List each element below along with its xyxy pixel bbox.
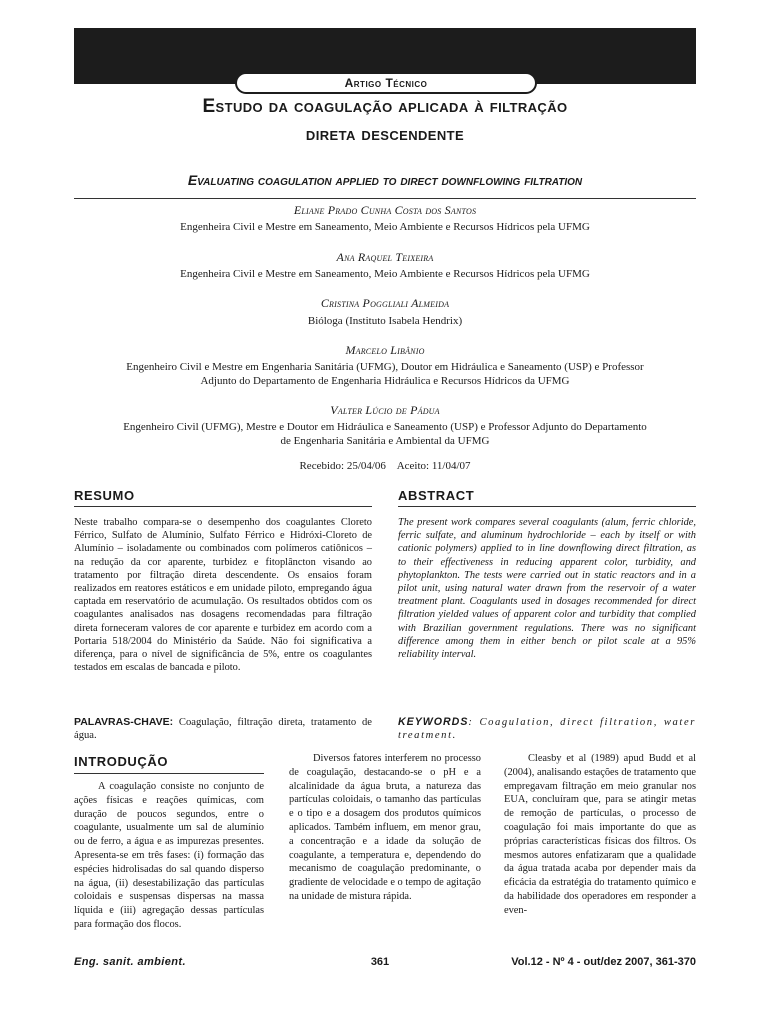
section-label: Artigo Técnico: [235, 72, 537, 94]
author-affiliation: Engenheira Civil e Mestre em Saneamento, Meio Ambiente e Recursos Hídricos pela UFMG: [180, 268, 590, 280]
author-name: Eliane Prado Cunha Costa dos Santos: [293, 203, 477, 217]
author-affiliation: Engenheiro Civil e Mestre em Engenharia Sanitária (UFMG), Doutor em Hidráulica e Saneamento (USP) e Professor: [126, 361, 644, 373]
resumo-rule: [74, 506, 372, 507]
keywords-text: : Coagulation, direct filtration, water treatment.: [398, 717, 696, 741]
accepted-date: Aceito: 11/04/07: [396, 460, 471, 472]
author-affiliation: Adjunto do Departamento de Engenharia Hidráulica e Recursos Hídricos da UFMG: [200, 375, 570, 387]
introducao-heading: INTRODUÇÃO: [74, 754, 169, 769]
palavras-chave: [74, 716, 372, 742]
dates: [74, 460, 696, 472]
abstract-rule: [398, 506, 696, 507]
resumo-heading: RESUMO: [74, 488, 135, 503]
author-name: Ana Raquel Teixeira: [336, 250, 434, 264]
keywords-label: KEYWORDS: [398, 716, 469, 728]
introducao-col3: Cleasby et al (1989) apud Budd et al (2004), analisando estações de tratamento que empregavam filtração em meio granular nos EUA, concluíram que, para se atingir metas de remoção de partículas, o processo de coagulação foi mais importante do que as próprias características físicas dos filtros. Os mesmos autores enfatizaram que a qualidade da água tratada acaba por depender mais da eficácia da estratégia do tratamento químico e da habilidade dos operadores em responder a even-: [504, 753, 696, 916]
introducao-col1: A coagulação consiste no conjunto de ações físicas e reações químicas, com duração de poucos segundos, entre o coagulante, usualmente um sal de alumínio ou de ferro, a água e as impurezas presentes. Apresenta-se em três fases: (i) formação das espécies hidrolisadas do sal quando disperso na água, (ii) desestabilização das partículas coloidais e suspensas dispersas na massa líquida e (iii) agregação dessas partículas para formação dos flocos.: [74, 781, 264, 930]
introducao-rule: [74, 773, 264, 774]
abstract-heading: ABSTRACT: [398, 488, 475, 503]
title-pt-line1: Estudo da coagulação aplicada à filtração: [202, 96, 568, 117]
resumo-text: Neste trabalho compara-se o desempenho dos coagulantes Cloreto Férrico, Sulfato de Alumínio, Sulfato Férrico e Hidróxi-Cloreto de Alumínio – isoladamente ou combinados com polímeros catiônicos – na redução da cor aparente, turbidez e fitoplâncton visando ao tratamento por filtração direta descendente. Os ensaios foram realizados em reatores estáticos e em unidade piloto, empregando água captada em reservatório de acumulação. Os resultados obtidos com os coagulantes analisados nas dosagens recomendadas para filtração direta forneceram valores de cor aparente e turbidez em acordo com a Portaria 518/2004 do Ministério da Saúde. Não foi significativa a diferença, para o nível de significância de 5%, entre os coagulantes testados em escalas de bancada e piloto.: [74, 517, 372, 674]
author-affiliation: de Engenharia Sanitária e Ambiental da UFMG: [280, 435, 490, 447]
journal-name: Eng. sanit. ambient.: [74, 956, 186, 968]
author-name: Marcelo Libânio: [345, 343, 425, 357]
abstract-text: The present work compares several coagulants (alum, ferric chloride, ferric sulfate, and aluminum hydrochloride – each by itself or with cationic polymers) applied to in line downflowing direct filtration, as to their effectiveness in reducing apparent color, turbidity, and phytoplankton. The tests were carried out in static reactors and in a pilot unit, using natural water drawn from the reservoir of a water treatment plant. Coagulants used in dosages recommended for direct filtration yielded values of apparent color and turbidity that complied with Brazilian government regulations. There was no significant difference among them in either bench or pilot scale at a 95% reliability interval.: [398, 517, 696, 661]
author-affiliation: Engenheiro Civil (UFMG), Mestre e Doutor em Hidráulica e Saneamento (USP) e Professor Adjunto do Departamento: [123, 421, 647, 433]
palavras-chave-text: Coagulação, filtração direta, tratamento de água.: [74, 717, 372, 741]
author-affiliation: Bióloga (Instituto Isabela Hendrix): [307, 315, 463, 327]
author-name: Cristina Poggliali Almeida: [320, 296, 450, 310]
title-pt-line2: direta descendente: [305, 124, 465, 145]
volume-info: Vol.12 - Nº 4 - out/dez 2007, 361-370: [511, 956, 696, 968]
palavras-chave-label: PALAVRAS-CHAVE:: [74, 716, 174, 728]
author-name: Valter Lúcio de Pádua: [330, 403, 440, 417]
title-en: Evaluating coagulation applied to direct downflowing filtration: [187, 172, 583, 188]
page-number: 361: [370, 956, 390, 968]
title-rule: [74, 198, 696, 199]
introducao-col2: Diversos fatores interferem no processo de coagulação, destacando-se o pH e a alcalinidade da água bruta, a natureza das partículas coloidais, o tamanho das partículas e o tipo e a dosagem dos produtos químicos aplicados. Também influem, em menor grau, a concentração e a idade da solução de coagulante, a temperatura e, dependendo do mecanismo de coagulação predominante, o gradiente de velocidade e o tempo de agitação na unidade de mistura rápida.: [289, 753, 481, 902]
author-affiliation: Engenheira Civil e Mestre em Saneamento, Meio Ambiente e Recursos Hídricos pela UFMG: [180, 221, 590, 233]
received-date: Recebido: 25/04/06: [299, 460, 386, 472]
keywords: [398, 716, 696, 742]
